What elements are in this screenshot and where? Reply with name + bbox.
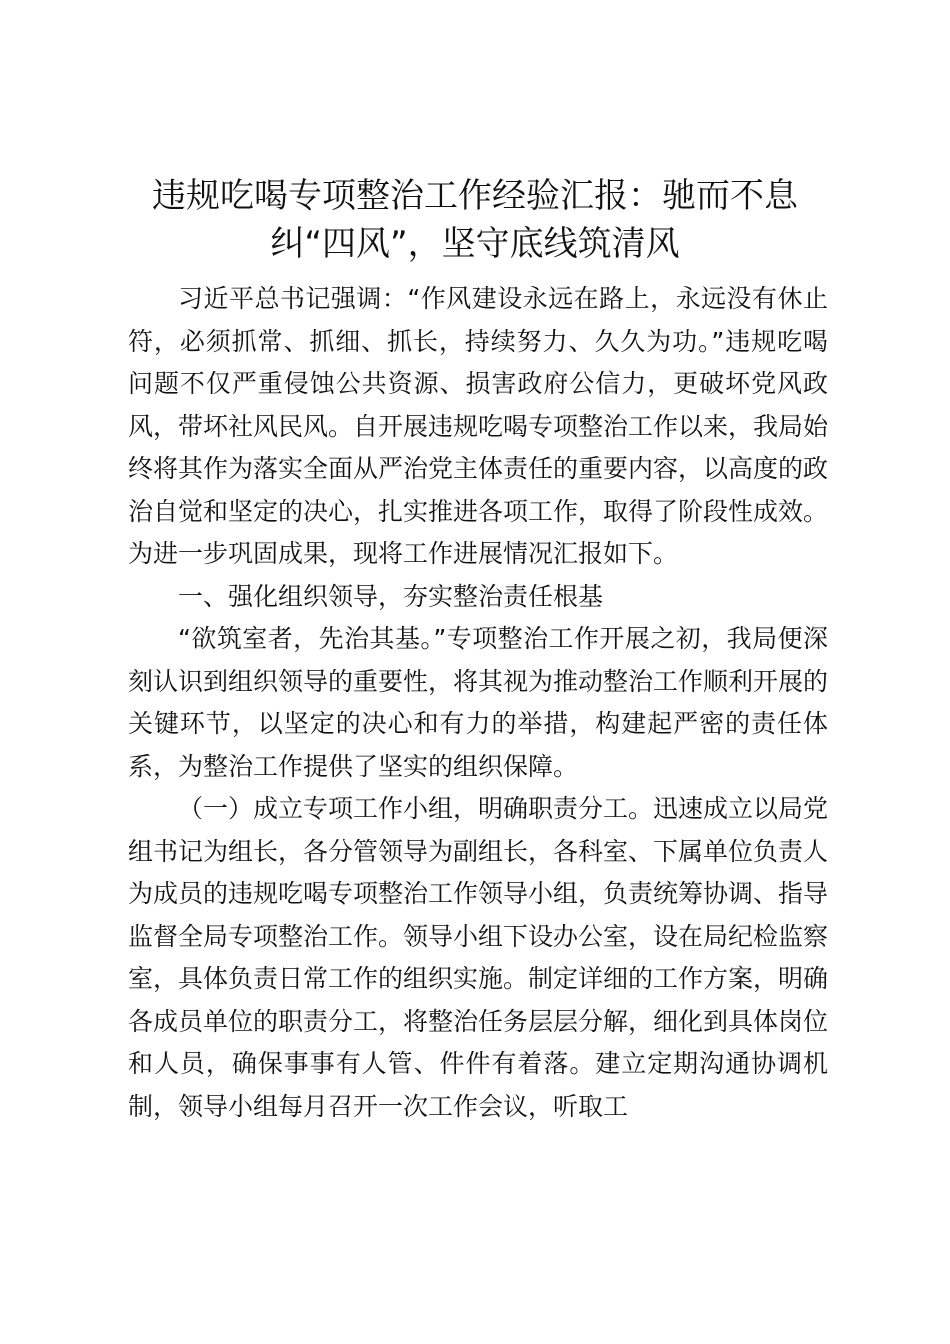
document-title-line-1: 违规吃喝专项整治工作经验汇报：驰而不息 bbox=[152, 176, 798, 216]
document-title-line-2: 纠“四风”，坚守底线筑清风 bbox=[270, 224, 680, 264]
intro-paragraph: 习近平总书记强调：“作风建设永远在路上，永远没有休止符，必须抓常、抓细、抓长，持续努力、久久为功。”违规吃喝问题不仅严重侵蚀公共资源、损害政府公信力，更破坏党风政风，带坏社风民风。自开展违规吃喝专项整治工作以来，我局始终将其作为落实全面从严治党主体责任的重要内容，以高度的政治自觉和坚定的决心，扎实推进各项工作，取得了阶段性成效。为进一步巩固成果，现将工作进展情况汇报如下。 bbox=[128, 284, 829, 568]
section-1-paragraph: “欲筑室者，先治其基。”专项整治工作开展之初，我局便深刻认识到组织领导的重要性，将其视为推动整治工作顺利开展的关键环节，以坚定的决心和有力的举措，构建起严密的责任体系，为整治工作提供了坚实的组织保障。 bbox=[128, 624, 829, 781]
document-title bbox=[110, 172, 840, 268]
subsection-1-paragraph: （一）成立专项工作小组，明确职责分工。迅速成立以局党组书记为组长，各分管领导为副组长，各科室、下属单位负责人为成员的违规吃喝专项整治工作领导小组，负责统筹协调、指导监督全局专项整治工作。领导小组下设办公室，设在局纪检监察室，具体负责日常工作的组织实施。制定详细的工作方案，明确各成员单位的职责分工，将整治任务层层分解，细化到具体岗位和人员，确保事事有人管、件件有着落。建立定期沟通协调机制，领导小组每月召开一次工作会议，听取工 bbox=[128, 794, 829, 1121]
section-heading-1: 一、强化组织领导，夯实整治责任根基 bbox=[178, 581, 604, 611]
document-body bbox=[128, 278, 828, 1128]
